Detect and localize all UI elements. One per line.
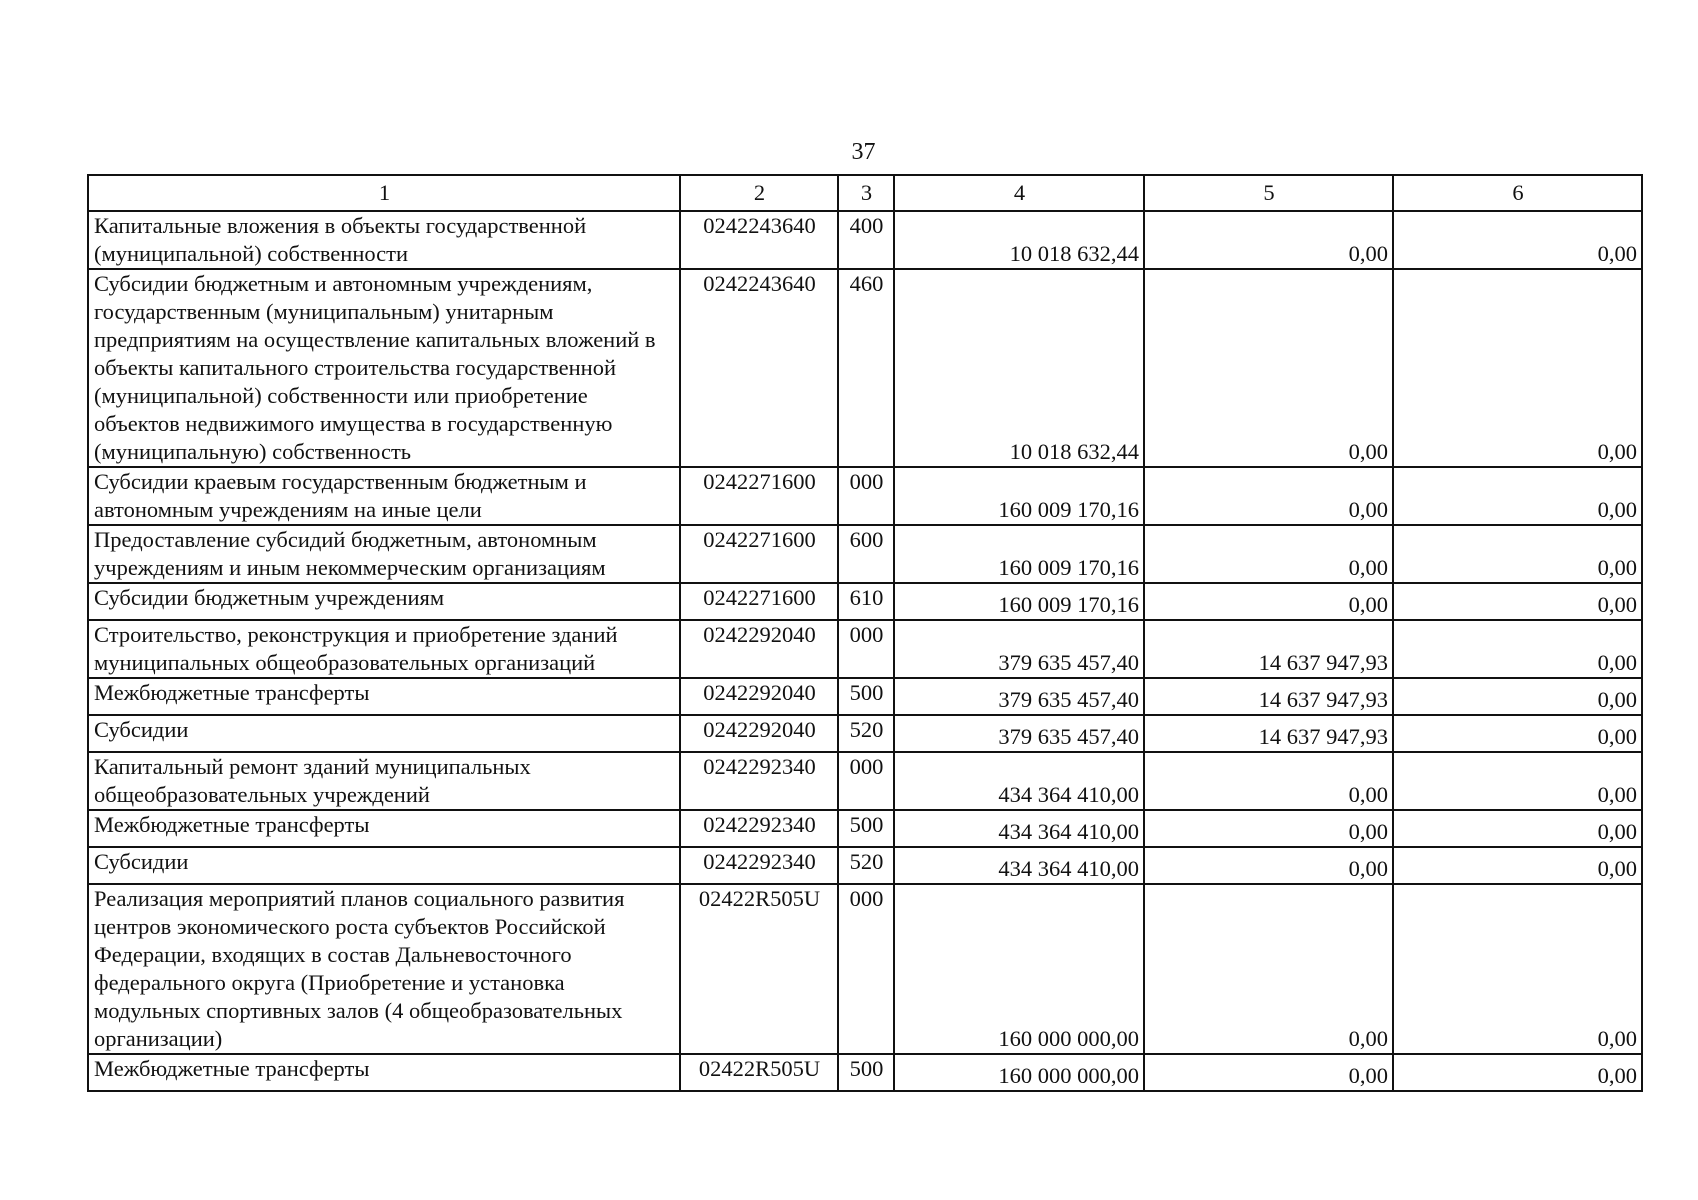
row-expense-type: 400 (838, 211, 894, 269)
row-amount-col4: 379 635 457,40 (894, 678, 1144, 715)
row-amount-col6: 0,00 (1393, 810, 1642, 847)
row-amount-col5: 0,00 (1144, 467, 1393, 525)
row-name: Капитальные вложения в объекты государственной (муниципальной) собственности (88, 211, 680, 269)
row-code: 0242292340 (680, 810, 838, 847)
row-name: Межбюджетные трансферты (88, 1054, 680, 1091)
row-code: 0242292040 (680, 678, 838, 715)
row-code: 02422R505U (680, 1054, 838, 1091)
row-amount-col6: 0,00 (1393, 525, 1642, 583)
table-row (88, 678, 1642, 715)
row-expense-type: 500 (838, 1054, 894, 1091)
row-amount-col4: 379 635 457,40 (894, 620, 1144, 678)
row-expense-type: 520 (838, 847, 894, 884)
row-amount-col5: 0,00 (1144, 269, 1393, 467)
table-row (88, 715, 1642, 752)
row-amount-col6: 0,00 (1393, 678, 1642, 715)
column-header: 6 (1393, 175, 1642, 211)
table-row (88, 269, 1642, 467)
row-amount-col6: 0,00 (1393, 884, 1642, 1054)
table-row (88, 583, 1642, 620)
row-code: 02422R505U (680, 884, 838, 1054)
row-amount-col5: 0,00 (1144, 583, 1393, 620)
row-name: Субсидии (88, 847, 680, 884)
row-amount-col5: 0,00 (1144, 884, 1393, 1054)
row-amount-col4: 160 009 170,16 (894, 583, 1144, 620)
row-code: 0242271600 (680, 583, 838, 620)
page-number: 37 (851, 139, 876, 165)
row-amount-col6: 0,00 (1393, 269, 1642, 467)
row-amount-col4: 160 009 170,16 (894, 467, 1144, 525)
row-expense-type: 500 (838, 678, 894, 715)
row-expense-type: 600 (838, 525, 894, 583)
row-name: Капитальный ремонт зданий муниципальных общеобразовательных учреждений (88, 752, 680, 810)
row-expense-type: 500 (838, 810, 894, 847)
row-code: 0242271600 (680, 467, 838, 525)
row-amount-col5: 0,00 (1144, 211, 1393, 269)
row-name: Предоставление субсидий бюджетным, автономным учреждениям и иным некоммерческим организациям (88, 525, 680, 583)
row-amount-col4: 10 018 632,44 (894, 269, 1144, 467)
table-row (88, 884, 1642, 1054)
row-amount-col5: 0,00 (1144, 525, 1393, 583)
row-amount-col6: 0,00 (1393, 467, 1642, 525)
row-amount-col5: 14 637 947,93 (1144, 715, 1393, 752)
row-name: Межбюджетные трансферты (88, 678, 680, 715)
row-expense-type: 000 (838, 467, 894, 525)
table-header-row (88, 175, 1642, 211)
table-row (88, 1054, 1642, 1091)
row-amount-col6: 0,00 (1393, 583, 1642, 620)
row-amount-col4: 160 000 000,00 (894, 884, 1144, 1054)
table-row (88, 211, 1642, 269)
row-expense-type: 000 (838, 884, 894, 1054)
table-row (88, 620, 1642, 678)
row-name: Строительство, реконструкция и приобретение зданий муниципальных общеобразовательных организаций (88, 620, 680, 678)
row-amount-col4: 160 000 000,00 (894, 1054, 1144, 1091)
row-amount-col4: 434 364 410,00 (894, 847, 1144, 884)
row-amount-col6: 0,00 (1393, 620, 1642, 678)
row-expense-type: 460 (838, 269, 894, 467)
row-amount-col6: 0,00 (1393, 847, 1642, 884)
table-row (88, 467, 1642, 525)
row-name: Субсидии (88, 715, 680, 752)
row-amount-col4: 379 635 457,40 (894, 715, 1144, 752)
row-name: Субсидии бюджетным и автономным учреждениям, государственным (муниципальным) унитарным предприятиям на осуществление капитальных вложений в объекты капитального строительства государственной (муниципальной) собственности или приобретение объектов недвижимого имущества в государственную (муниципальную) собственность (88, 269, 680, 467)
row-amount-col5: 0,00 (1144, 810, 1393, 847)
table-row (88, 525, 1642, 583)
row-expense-type: 000 (838, 752, 894, 810)
column-header: 3 (838, 175, 894, 211)
row-name: Межбюджетные трансферты (88, 810, 680, 847)
row-amount-col5: 0,00 (1144, 847, 1393, 884)
row-amount-col4: 434 364 410,00 (894, 810, 1144, 847)
row-amount-col6: 0,00 (1393, 715, 1642, 752)
table-row (88, 752, 1642, 810)
budget-table (87, 174, 1643, 1092)
row-expense-type: 610 (838, 583, 894, 620)
column-header: 5 (1144, 175, 1393, 211)
row-code: 0242292340 (680, 752, 838, 810)
row-amount-col5: 0,00 (1144, 1054, 1393, 1091)
row-amount-col6: 0,00 (1393, 752, 1642, 810)
row-code: 0242243640 (680, 211, 838, 269)
row-name: Субсидии краевым государственным бюджетным и автономным учреждениям на иные цели (88, 467, 680, 525)
row-name: Субсидии бюджетным учреждениям (88, 583, 680, 620)
row-name: Реализация мероприятий планов социального развития центров экономического роста субъектов Российской Федерации, входящих в состав Дальневосточного федерального округа (Приобретение и установка модульных спортивных залов (4 общеобразовательных организации) (88, 884, 680, 1054)
row-code: 0242292040 (680, 715, 838, 752)
row-amount-col5: 0,00 (1144, 752, 1393, 810)
column-header: 2 (680, 175, 838, 211)
row-code: 0242271600 (680, 525, 838, 583)
column-header: 1 (88, 175, 680, 211)
row-amount-col4: 160 009 170,16 (894, 525, 1144, 583)
row-amount-col4: 10 018 632,44 (894, 211, 1144, 269)
row-code: 0242292340 (680, 847, 838, 884)
row-expense-type: 520 (838, 715, 894, 752)
row-amount-col5: 14 637 947,93 (1144, 620, 1393, 678)
row-expense-type: 000 (838, 620, 894, 678)
row-amount-col6: 0,00 (1393, 211, 1642, 269)
table-row (88, 847, 1642, 884)
row-amount-col6: 0,00 (1393, 1054, 1642, 1091)
row-amount-col5: 14 637 947,93 (1144, 678, 1393, 715)
row-code: 0242243640 (680, 269, 838, 467)
table-row (88, 810, 1642, 847)
column-header: 4 (894, 175, 1144, 211)
row-code: 0242292040 (680, 620, 838, 678)
row-amount-col4: 434 364 410,00 (894, 752, 1144, 810)
